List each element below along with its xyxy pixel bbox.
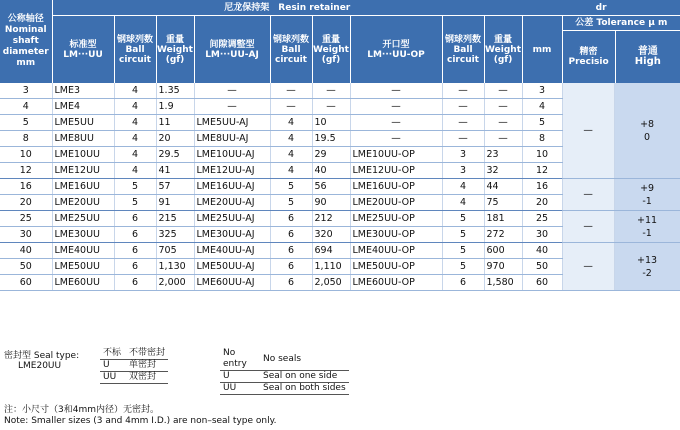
ball-circuit-cell: 6 bbox=[114, 227, 156, 243]
note-en: Note: Smaller sizes (3 and 4mm I.D.) are non–seal type only. bbox=[4, 416, 277, 426]
standard-type-cell: LME4 bbox=[52, 99, 114, 115]
standard-type-cell: LME16UU bbox=[52, 179, 114, 195]
clearance-type-cell: LME10UU-AJ bbox=[194, 147, 270, 163]
table-row bbox=[0, 211, 680, 227]
ball-circuit-cell: 6 bbox=[114, 275, 156, 291]
open-type-cell: — bbox=[350, 115, 442, 131]
legend-cn-code: UU bbox=[100, 372, 126, 384]
nominal-diameter-cell: 60 bbox=[0, 275, 52, 291]
weight-cell: — bbox=[484, 83, 522, 99]
dr-mm-cell: 50 bbox=[522, 259, 562, 275]
weight-cell: 600 bbox=[484, 243, 522, 259]
open-type-cell: LME40UU-OP bbox=[350, 243, 442, 259]
standard-type-cell: LME8UU bbox=[52, 131, 114, 147]
weight-cell: 1.35 bbox=[156, 83, 194, 99]
weight-cell: 2,000 bbox=[156, 275, 194, 291]
header-clearance-type: 间隙调整型 LM···UU-AJ bbox=[194, 16, 270, 84]
weight-cell: 1,580 bbox=[484, 275, 522, 291]
weight-cell: 91 bbox=[156, 195, 194, 211]
weight-cell: 19.5 bbox=[312, 131, 350, 147]
ball-circuit-cell: 4 bbox=[270, 131, 312, 147]
clearance-type-cell: — bbox=[194, 83, 270, 99]
ball-circuit-cell: — bbox=[270, 99, 312, 115]
legend-cn-description: 不带密封 bbox=[126, 348, 168, 360]
header-precision: 精密 Precisio bbox=[563, 31, 616, 83]
header-dr: dr bbox=[522, 0, 680, 16]
standard-type-cell: LME50UU bbox=[52, 259, 114, 275]
weight-cell: 32 bbox=[484, 163, 522, 179]
legend-en-code: No entry bbox=[220, 348, 260, 371]
nominal-diameter-cell: 40 bbox=[0, 243, 52, 259]
nominal-diameter-cell: 8 bbox=[0, 131, 52, 147]
weight-cell: — bbox=[312, 83, 350, 99]
ball-circuit-cell: 4 bbox=[114, 115, 156, 131]
open-type-cell: LME60UU-OP bbox=[350, 275, 442, 291]
open-type-cell: LME25UU-OP bbox=[350, 211, 442, 227]
ball-circuit-cell: — bbox=[442, 99, 484, 115]
open-type-cell: LME10UU-OP bbox=[350, 147, 442, 163]
table-row bbox=[0, 243, 680, 259]
clearance-type-cell: LME5UU-AJ bbox=[194, 115, 270, 131]
header-ball-circuit-1: 钢球列数 Ball circuit bbox=[114, 16, 156, 84]
weight-cell: 694 bbox=[312, 243, 350, 259]
legend-example: LME20UU bbox=[18, 361, 62, 371]
high-tolerance-cell: +11 -1 bbox=[614, 211, 680, 243]
header-tolerance: 公差 Tolerance μ m bbox=[563, 16, 680, 31]
ball-circuit-cell: 5 bbox=[270, 195, 312, 211]
header-weight-3: 重量 Weight (gf) bbox=[484, 16, 522, 84]
standard-type-cell: LME20UU bbox=[52, 195, 114, 211]
weight-cell: 1,130 bbox=[156, 259, 194, 275]
nominal-diameter-cell: 12 bbox=[0, 163, 52, 179]
ball-circuit-cell: 4 bbox=[114, 163, 156, 179]
nominal-diameter-cell: 3 bbox=[0, 83, 52, 99]
dr-mm-cell: 8 bbox=[522, 131, 562, 147]
header-ball-circuit-2: 钢球列数 Ball circuit bbox=[270, 16, 312, 84]
standard-type-cell: LME5UU bbox=[52, 115, 114, 131]
header-weight-2: 重量 Weight (gf) bbox=[312, 16, 350, 84]
weight-cell: 40 bbox=[312, 163, 350, 179]
ball-circuit-cell: 4 bbox=[114, 99, 156, 115]
weight-cell: — bbox=[484, 115, 522, 131]
header-weight-1: 重量 Weight (gf) bbox=[156, 16, 194, 84]
ball-circuit-cell: 6 bbox=[114, 211, 156, 227]
weight-cell: 212 bbox=[312, 211, 350, 227]
weight-cell: 1,110 bbox=[312, 259, 350, 275]
clearance-type-cell: LME12UU-AJ bbox=[194, 163, 270, 179]
clearance-type-cell: LME25UU-AJ bbox=[194, 211, 270, 227]
weight-cell: 44 bbox=[484, 179, 522, 195]
ball-circuit-cell: 3 bbox=[442, 163, 484, 179]
clearance-type-cell: LME50UU-AJ bbox=[194, 259, 270, 275]
table-row bbox=[0, 83, 680, 99]
weight-cell: 11 bbox=[156, 115, 194, 131]
weight-cell: 90 bbox=[312, 195, 350, 211]
ball-circuit-cell: 4 bbox=[270, 115, 312, 131]
ball-circuit-cell: — bbox=[442, 115, 484, 131]
weight-cell: — bbox=[484, 99, 522, 115]
ball-circuit-cell: 5 bbox=[442, 227, 484, 243]
dr-mm-cell: 20 bbox=[522, 195, 562, 211]
dr-mm-cell: 3 bbox=[522, 83, 562, 99]
legend-table-en bbox=[220, 348, 349, 395]
weight-cell: 181 bbox=[484, 211, 522, 227]
header-nominal-diameter: 公称轴径 Nominal shaft diameter mm bbox=[0, 0, 52, 83]
legend-en-code: UU bbox=[220, 383, 260, 395]
weight-cell: — bbox=[484, 131, 522, 147]
ball-circuit-cell: — bbox=[442, 83, 484, 99]
ball-circuit-cell: 5 bbox=[114, 195, 156, 211]
ball-circuit-cell: 4 bbox=[114, 147, 156, 163]
open-type-cell: — bbox=[350, 83, 442, 99]
weight-cell: 10 bbox=[312, 115, 350, 131]
weight-cell: 41 bbox=[156, 163, 194, 179]
legend-cn-description: 双密封 bbox=[126, 372, 168, 384]
nominal-diameter-cell: 16 bbox=[0, 179, 52, 195]
weight-cell: 272 bbox=[484, 227, 522, 243]
ball-circuit-cell: 4 bbox=[442, 179, 484, 195]
ball-circuit-cell: 5 bbox=[270, 179, 312, 195]
ball-circuit-cell: 3 bbox=[442, 147, 484, 163]
header-high: 普通 High bbox=[634, 46, 661, 67]
ball-circuit-cell: 4 bbox=[442, 195, 484, 211]
precision-tolerance-cell: — bbox=[562, 179, 614, 211]
weight-cell: 215 bbox=[156, 211, 194, 227]
legend-row bbox=[100, 348, 168, 360]
weight-cell: 320 bbox=[312, 227, 350, 243]
ball-circuit-cell: 6 bbox=[114, 259, 156, 275]
standard-type-cell: LME3 bbox=[52, 83, 114, 99]
note-cn: 注：小尺寸（3和4mm内径）无密封。 bbox=[4, 405, 159, 415]
ball-circuit-cell: 6 bbox=[270, 227, 312, 243]
legend-row bbox=[220, 348, 349, 371]
dr-mm-cell: 25 bbox=[522, 211, 562, 227]
clearance-type-cell: LME16UU-AJ bbox=[194, 179, 270, 195]
weight-cell: 705 bbox=[156, 243, 194, 259]
standard-type-cell: LME40UU bbox=[52, 243, 114, 259]
open-type-cell: LME50UU-OP bbox=[350, 259, 442, 275]
ball-circuit-cell: 6 bbox=[270, 275, 312, 291]
ball-circuit-cell: 4 bbox=[114, 131, 156, 147]
open-type-cell: LME30UU-OP bbox=[350, 227, 442, 243]
legend-row bbox=[220, 383, 349, 395]
standard-type-cell: LME60UU bbox=[52, 275, 114, 291]
weight-cell: 20 bbox=[156, 131, 194, 147]
dr-mm-cell: 12 bbox=[522, 163, 562, 179]
precision-tolerance-cell: — bbox=[562, 243, 614, 291]
open-type-cell: LME12UU-OP bbox=[350, 163, 442, 179]
dr-mm-cell: 40 bbox=[522, 243, 562, 259]
legend-en-description: Seal on one side bbox=[260, 371, 349, 383]
ball-circuit-cell: 5 bbox=[442, 243, 484, 259]
legend-cn-code: U bbox=[100, 360, 126, 372]
clearance-type-cell: LME60UU-AJ bbox=[194, 275, 270, 291]
legend-row bbox=[100, 372, 168, 384]
ball-circuit-cell: 4 bbox=[270, 147, 312, 163]
ball-circuit-cell: 6 bbox=[442, 275, 484, 291]
header-resin-retainer: 尼龙保持架 Resin retainer bbox=[52, 0, 522, 16]
header-open-type: 开口型 LM···UU-OP bbox=[350, 16, 442, 84]
header-standard-type: 标准型 LM···UU bbox=[52, 16, 114, 84]
legend-en-description: Seal on both sides bbox=[260, 383, 349, 395]
header-ball-circuit-3: 钢球列数 Ball circuit bbox=[442, 16, 484, 84]
dr-mm-cell: 30 bbox=[522, 227, 562, 243]
standard-type-cell: LME30UU bbox=[52, 227, 114, 243]
high-tolerance-cell: +13 -2 bbox=[614, 243, 680, 291]
weight-cell: 23 bbox=[484, 147, 522, 163]
seal-type-legend bbox=[4, 348, 79, 371]
high-tolerance-cell: +9 -1 bbox=[614, 179, 680, 211]
clearance-type-cell: — bbox=[194, 99, 270, 115]
clearance-type-cell: LME40UU-AJ bbox=[194, 243, 270, 259]
nominal-diameter-cell: 20 bbox=[0, 195, 52, 211]
ball-circuit-cell: — bbox=[270, 83, 312, 99]
ball-circuit-cell: — bbox=[442, 131, 484, 147]
weight-cell: 2,050 bbox=[312, 275, 350, 291]
clearance-type-cell: LME8UU-AJ bbox=[194, 131, 270, 147]
legend-row bbox=[100, 360, 168, 372]
precision-tolerance-cell: — bbox=[562, 83, 614, 179]
dr-mm-cell: 5 bbox=[522, 115, 562, 131]
table-body bbox=[0, 83, 680, 291]
clearance-type-cell: LME20UU-AJ bbox=[194, 195, 270, 211]
weight-cell: 56 bbox=[312, 179, 350, 195]
open-type-cell: LME20UU-OP bbox=[350, 195, 442, 211]
nominal-diameter-cell: 5 bbox=[0, 115, 52, 131]
nominal-diameter-cell: 30 bbox=[0, 227, 52, 243]
table-row bbox=[0, 179, 680, 195]
header-tolerance-block bbox=[562, 16, 680, 84]
legend-en-code: U bbox=[220, 371, 260, 383]
dr-mm-cell: 10 bbox=[522, 147, 562, 163]
weight-cell: 970 bbox=[484, 259, 522, 275]
standard-type-cell: LME12UU bbox=[52, 163, 114, 179]
ball-circuit-cell: 6 bbox=[114, 243, 156, 259]
weight-cell: 325 bbox=[156, 227, 194, 243]
ball-circuit-cell: 5 bbox=[114, 179, 156, 195]
legend-cn-code: 不标 bbox=[100, 348, 126, 360]
dr-mm-cell: 16 bbox=[522, 179, 562, 195]
weight-cell: 29.5 bbox=[156, 147, 194, 163]
nominal-diameter-cell: 4 bbox=[0, 99, 52, 115]
open-type-cell: — bbox=[350, 99, 442, 115]
weight-cell: 1.9 bbox=[156, 99, 194, 115]
ball-circuit-cell: 6 bbox=[270, 243, 312, 259]
legend-en-description: No seals bbox=[260, 348, 349, 371]
legend-table-cn bbox=[100, 348, 168, 384]
ball-circuit-cell: 4 bbox=[114, 83, 156, 99]
ball-circuit-cell: 5 bbox=[442, 211, 484, 227]
ball-circuit-cell: 6 bbox=[270, 211, 312, 227]
ball-circuit-cell: 6 bbox=[270, 259, 312, 275]
open-type-cell: — bbox=[350, 131, 442, 147]
weight-cell: 29 bbox=[312, 147, 350, 163]
header-mm: mm bbox=[522, 16, 562, 84]
legend-cn-description: 单密封 bbox=[126, 360, 168, 372]
precision-tolerance-cell: — bbox=[562, 211, 614, 243]
dr-mm-cell: 60 bbox=[522, 275, 562, 291]
ball-circuit-cell: 5 bbox=[442, 259, 484, 275]
weight-cell: 75 bbox=[484, 195, 522, 211]
legend-row bbox=[220, 371, 349, 383]
standard-type-cell: LME10UU bbox=[52, 147, 114, 163]
open-type-cell: LME16UU-OP bbox=[350, 179, 442, 195]
weight-cell: 57 bbox=[156, 179, 194, 195]
legend-title: 密封型 Seal type: bbox=[4, 351, 80, 361]
ball-circuit-cell: 4 bbox=[270, 163, 312, 179]
weight-cell: — bbox=[312, 99, 350, 115]
nominal-diameter-cell: 25 bbox=[0, 211, 52, 227]
nominal-diameter-cell: 50 bbox=[0, 259, 52, 275]
dr-mm-cell: 4 bbox=[522, 99, 562, 115]
clearance-type-cell: LME30UU-AJ bbox=[194, 227, 270, 243]
standard-type-cell: LME25UU bbox=[52, 211, 114, 227]
nominal-diameter-cell: 10 bbox=[0, 147, 52, 163]
high-tolerance-cell: +8 0 bbox=[614, 83, 680, 179]
